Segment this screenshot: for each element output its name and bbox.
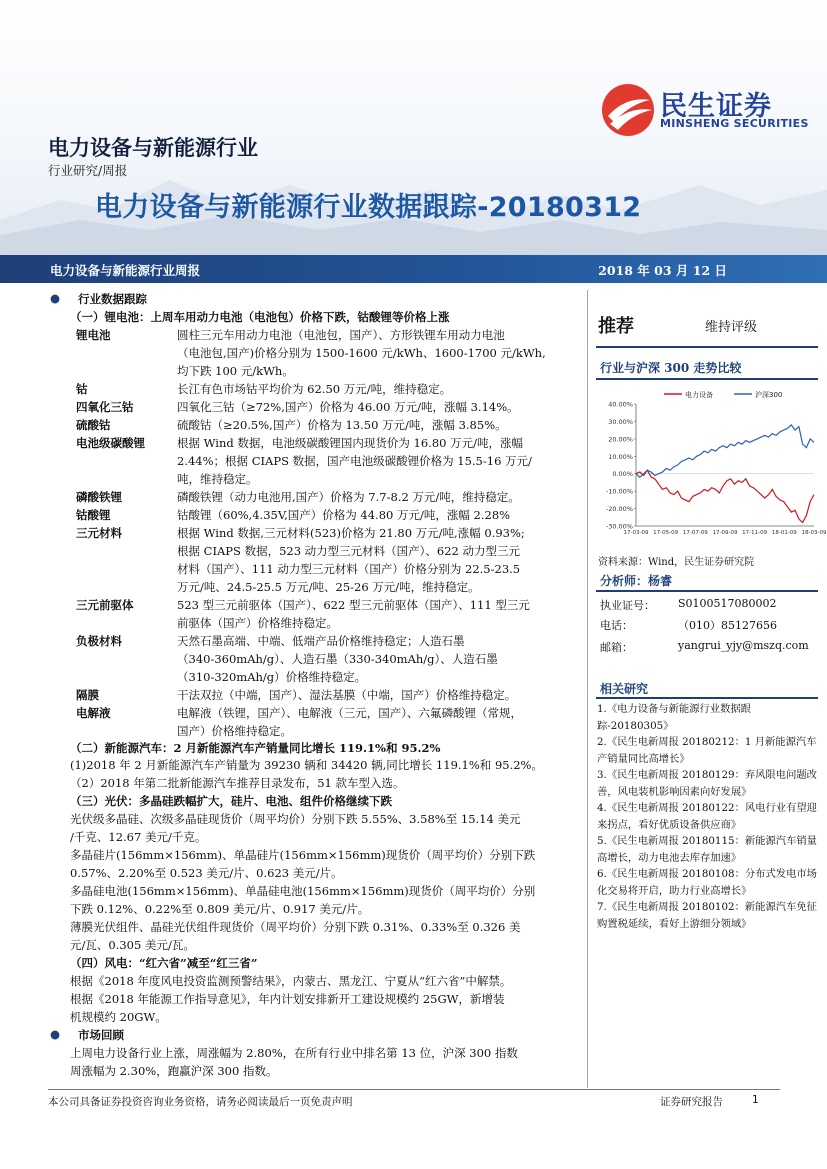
section-heading: 市场回顾	[78, 1028, 124, 1042]
footer-rule	[48, 1089, 780, 1090]
x-tick-label: 18-01-09	[771, 530, 797, 536]
related-item[interactable]: 4.《民生电新周报 20180122：风电行业有望迎来拐点，看好优质设备供应商》	[597, 802, 817, 831]
x-tick-label: 17-05-09	[653, 530, 679, 536]
body-text: /千克、12.67 美元/千克。	[70, 830, 207, 844]
disclaimer: 本公司具备证券投资咨询业务资格，请务必阅读最后一页免责声明	[48, 1096, 353, 1108]
banner-title: 电力设备与新能源行业周报	[50, 263, 201, 278]
body-text: 机规模约 20GW。	[70, 1010, 167, 1024]
row-text: 523 型三元前驱体（国产）、622 型三元前驱体（国产）、111 型三元	[177, 598, 530, 612]
row-label: 三元前驱体	[76, 598, 134, 612]
y-tick-label: 40.00%	[608, 400, 633, 409]
rating: 维持评级	[705, 320, 758, 335]
row-text: 长江有色市场钴平均价为 62.50 万元/吨，维持稳定。	[177, 382, 452, 396]
subsection-heading: （三）光伏：多晶硅跌幅扩大，硅片、电池、组件价格继续下跌	[70, 794, 392, 808]
row-text: 四氧化三钴（≥72%,国产）价格为 46.00 万元/吨，涨幅 3.14%。	[177, 400, 519, 414]
row-label: 锂电池	[76, 328, 111, 342]
row-label: 磷酸铁锂	[76, 490, 122, 504]
body-text: （2）2018 年第二批新能源汽车推荐目录发布，51 款车型入选。	[70, 776, 405, 790]
chart-title: 行业与沪深 300 走势比较	[600, 361, 742, 375]
body-text: 薄膜光伏组件、晶硅光伏组件现货价（周平均价）分别下跌 0.31%、0.33%至 0.326 美	[70, 920, 521, 934]
logo-english: MINSHENG SECURITIES	[660, 117, 809, 130]
logo-chinese: 民生证券	[660, 91, 772, 122]
row-text: 前驱体（国产）价格维持稳定。	[177, 616, 338, 630]
body-text: 根据《2018 年度风电投资监测预警结果》，内蒙古、黑龙江、宁夏从“红六省”中解禁。	[70, 974, 512, 988]
subsection-heading: （四）风电：“红六省”减至“红三省”	[70, 956, 258, 970]
row-text: （电池包,国产)价格分别为 1500-1600 元/kWh、1600-1700 元/kWh,	[177, 346, 546, 360]
row-text: 圆柱三元车用动力电池（电池包，国产）、方形铁锂车用动力电池	[177, 328, 505, 342]
divider	[596, 590, 818, 592]
body-text: 元/瓦、0.305 美元/瓦。	[70, 938, 195, 952]
x-tick-label: 17-09-09	[712, 530, 738, 536]
x-tick-label: 17-03-09	[623, 530, 649, 536]
related-item[interactable]: 5.《民生电新周报 20180115：新能源汽车销量高增长，动力电池去库存加速》	[597, 835, 817, 864]
row-text: 根据 Wind 数据,三元材料(523)价格为 21.80 万元/吨,涨幅 0.93%;	[177, 526, 525, 540]
section-heading: 行业数据跟踪	[78, 292, 147, 306]
x-tick-label: 17-11-09	[742, 530, 768, 536]
body-text: 根据《2018 年能源工作指导意见》，年内计划安排新开工建设规模约 25GW，新增装	[70, 992, 505, 1006]
series-line	[636, 470, 814, 522]
page-number: 1	[752, 1094, 759, 1106]
row-label: 负极材料	[76, 634, 122, 648]
row-text: （340-360mAh/g）、人造石墨（330-340mAh/g）、人造石墨	[177, 652, 498, 666]
row-text: 硫酸钴（≥20.5%,国产）价格为 13.50 万元/吨，涨幅 3.85%。	[177, 418, 507, 432]
row-text: 2.44%；根据 CIAPS 数据，国产电池级碳酸锂价格为 15.5-16 万元/	[177, 454, 532, 468]
analyst-field-value: S0100517080002	[678, 597, 777, 610]
divider	[596, 697, 818, 699]
row-label: 钴	[76, 382, 88, 396]
body-text: 下跌 0.12%、0.22%至 0.809 美元/片、0.917 美元/片。	[70, 902, 370, 916]
report-date: 2018 年 03 月 12 日	[598, 263, 727, 278]
y-tick-label: 0.00%	[612, 470, 633, 479]
series-line	[636, 425, 814, 477]
body-text: 0.57%、2.20%至 0.523 美元/片、0.623 美元/片。	[70, 866, 343, 880]
y-tick-label: 30.00%	[608, 417, 633, 426]
row-label: 电池级碳酸锂	[76, 436, 145, 450]
y-tick-label: -10.00%	[605, 487, 633, 496]
chart-source: 资料来源：Wind，民生证券研究院	[598, 557, 755, 568]
legend-label: 电力设备	[685, 391, 713, 399]
legend-label: 沪深300	[755, 391, 783, 399]
body-text: (1)2018 年 2 月新能源汽车产销量为 39230 辆和 34420 辆,同比增长 119.1%和 95.2%。	[70, 758, 543, 772]
row-text: 干法双拉（中端，国产）、湿法基膜（中端，国产）价格维持稳定。	[177, 688, 517, 702]
divider	[596, 378, 818, 380]
row-label: 电解液	[76, 706, 111, 720]
row-label: 四氧化三钴	[76, 400, 134, 414]
analyst-field-key: 电话：	[600, 619, 633, 632]
section-bullet: ●	[50, 1027, 61, 1041]
analyst-field-key: 邮箱：	[600, 641, 633, 654]
y-tick-label: 10.00%	[608, 452, 633, 461]
related-item[interactable]: 1.《电力设备与新能源行业数据跟踪-20180305》	[597, 703, 751, 732]
body-text: 上周电力设备行业上涨，周涨幅为 2.80%，在所有行业中排名第 13 位，沪深 300 指数	[70, 1046, 518, 1060]
related-item[interactable]: 7.《民生电新周报 20180102：新能源汽车免征购置税延续，看好上游细分领域》	[597, 901, 817, 930]
related-item[interactable]: 2.《民生电新周报 20180212：1 月新能源汽车产销量同比高增长》	[597, 736, 817, 765]
row-text: 国产）价格维持稳定。	[177, 724, 292, 738]
column-divider	[587, 290, 588, 1088]
related-heading: 相关研究	[600, 682, 649, 696]
row-text: 根据 Wind 数据，电池级碳酸锂国内现货价为 16.80 万元/吨，涨幅	[177, 436, 523, 450]
related-item[interactable]: 3.《民生电新周报 20180129：弃风限电问题改善，风电装机影响因素向好发展》	[597, 769, 817, 798]
body-text: 周涨幅为 2.30%，跑赢沪深 300 指数。	[70, 1064, 278, 1078]
row-text: 天然石墨高端、中端、低端产品价格维持稳定；人造石墨	[177, 634, 465, 648]
report-type: 行业研究/周报	[48, 163, 128, 178]
analyst-field-key: 执业证号：	[600, 599, 655, 612]
industry-name: 电力设备与新能源行业	[48, 136, 258, 160]
subsection-heading: （一）锂电池：上周车用动力电池（电池包）价格下跌，钴酸锂等价格上涨	[70, 310, 450, 324]
subsection-heading: （二）新能源汽车：2 月新能源汽车产销量同比增长 119.1%和 95.2%	[70, 741, 441, 755]
row-text: 电解液（铁锂，国产）、电解液（三元，国产）、六氟磷酸锂（常规，	[177, 706, 522, 720]
trend-chart	[594, 384, 827, 546]
analyst-email[interactable]: yangrui_yjy@mszq.com	[678, 639, 809, 652]
body-text: 多晶硅电池(156mm×156mm)、单晶硅电池(156mm×156mm)现货价（周平均价）分别	[70, 884, 536, 898]
row-text: 吨，维持稳定。	[177, 472, 258, 486]
related-item[interactable]: 6.《民生电新周报 20180108：分布式发电市场化交易将开启，助力行业高增长》	[597, 868, 817, 897]
y-tick-label: -20.00%	[605, 505, 633, 514]
x-tick-label: 18-03-09	[801, 530, 827, 536]
row-text: （310-320mAh/g）价格维持稳定。	[177, 670, 367, 684]
row-text: 万元/吨、24.5-25.5 万元/吨、25-26 万元/吨，维持稳定。	[177, 580, 480, 594]
row-text: 材料（国产）、111 动力型三元材料（国产）价格分别为 22.5-23.5	[177, 562, 521, 576]
report-title: 电力设备与新能源行业数据跟踪-20180312	[95, 192, 642, 223]
row-label: 隔膜	[76, 688, 99, 702]
divider	[596, 346, 818, 348]
row-text: 钴酸锂（60%,4.35V,国产）价格为 44.80 万元/吨，涨幅 2.28%	[177, 508, 511, 522]
body-text: 光伏级多晶硅、次级多晶硅现货价（周平均价）分别下跌 5.55%、3.58%至 15.14 美元	[70, 812, 521, 826]
row-label: 三元材料	[76, 526, 122, 540]
analyst-heading: 分析师：杨睿	[600, 574, 673, 588]
minsheng-logo-icon	[600, 82, 656, 138]
section-bullet: ●	[50, 291, 61, 305]
analyst-field-value: （010）85127656	[678, 619, 777, 632]
y-tick-label: -30.00%	[605, 522, 633, 531]
row-text: 磷酸铁锂（动力电池用,国产）价格为 7.7-8.2 万元/吨，维持稳定。	[177, 490, 520, 504]
row-label: 钴酸锂	[76, 508, 111, 522]
footer-label: 证券研究报告	[660, 1096, 723, 1108]
body-text: 多晶硅片(156mm×156mm)、单晶硅片(156mm×156mm)现货价（周平均价）分别下跌	[70, 848, 536, 862]
recommendation: 推荐	[598, 316, 634, 337]
row-text: 根据 CIAPS 数据，523 动力型三元材料（国产）、622 动力型三元	[177, 544, 521, 558]
row-text: 均下跌 100 元/kWh。	[177, 364, 294, 378]
x-tick-label: 17-07-09	[682, 530, 708, 536]
row-label: 硫酸钴	[76, 418, 111, 432]
y-tick-label: 20.00%	[608, 435, 633, 444]
